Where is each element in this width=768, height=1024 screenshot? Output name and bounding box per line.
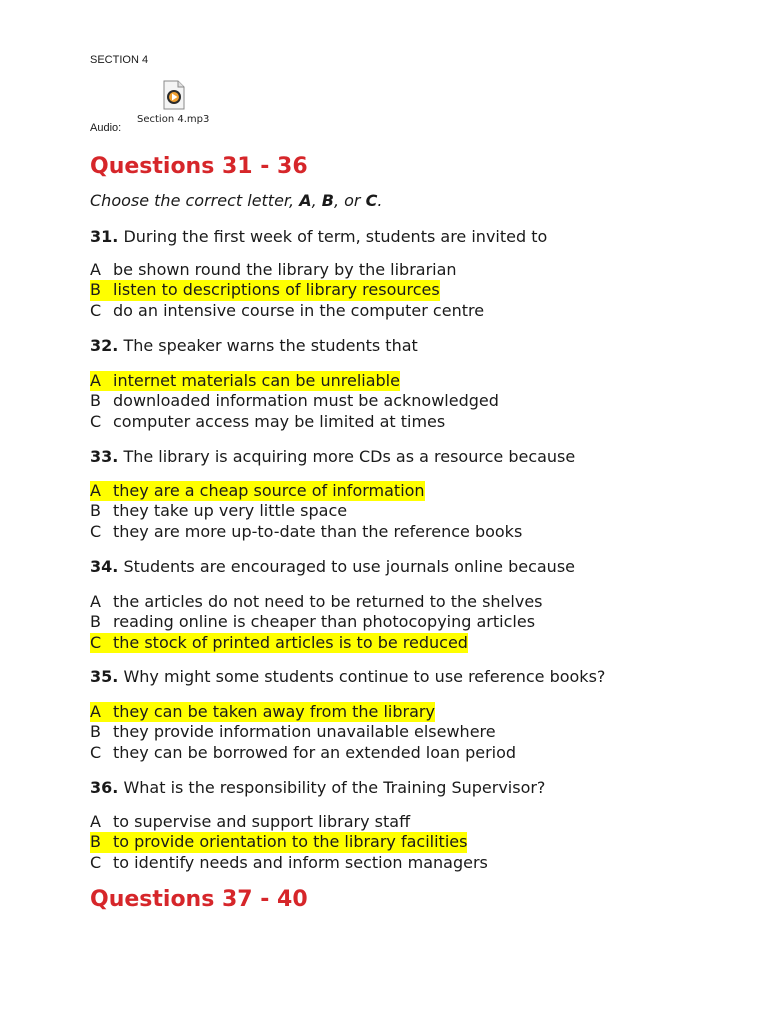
option-32-c[interactable]: C computer access may be limited at times <box>90 411 446 431</box>
question-text: What is the responsibility of the Training Supervisor? <box>123 778 546 797</box>
options-35 <box>90 702 516 763</box>
instruction-prefix: Choose the correct letter, <box>90 191 300 210</box>
question-36 <box>90 778 545 797</box>
instruction <box>90 191 382 210</box>
options-33 <box>90 481 522 542</box>
option-31-a[interactable]: A be shown round the library by the librarian <box>90 260 457 279</box>
question-number: 33. <box>90 447 119 466</box>
options-31 <box>90 260 484 321</box>
instruction-end: . <box>377 191 383 210</box>
instruction-sep2: , or <box>333 191 366 210</box>
instruction-letter-c: C <box>365 191 378 210</box>
options-36 <box>90 812 488 873</box>
question-35 <box>90 667 605 686</box>
option-33-b[interactable]: B they take up very little space <box>90 501 348 521</box>
option-33-a-selected[interactable]: A they are a cheap source of information <box>90 481 425 500</box>
question-number: 31. <box>90 227 119 246</box>
audio-file-name[interactable]: Section 4.mp3 <box>137 114 210 125</box>
section-label: SECTION 4 <box>90 54 149 66</box>
option-34-a[interactable]: A the articles do not need to be returned to the shelves <box>90 592 543 611</box>
option-32-b[interactable]: B downloaded information must be acknowledged <box>90 391 499 411</box>
option-35-c[interactable]: C they can be borrowed for an extended loan period <box>90 742 517 762</box>
questions-37-40-heading: Questions 37 - 40 <box>90 887 308 912</box>
question-text: During the first week of term, students are invited to <box>123 227 548 246</box>
question-32 <box>90 336 418 355</box>
instruction-letter-b: B <box>321 191 334 210</box>
option-31-b-selected[interactable]: B listen to descriptions of library resources <box>90 280 440 300</box>
question-number: 34. <box>90 557 119 576</box>
option-33-c[interactable]: C they are more up-to-date than the reference books <box>90 521 523 541</box>
instruction-sep1: , <box>311 191 322 210</box>
question-text: Students are encouraged to use journals online because <box>123 557 575 576</box>
option-31-c[interactable]: C do an intensive course in the computer centre <box>90 300 485 320</box>
options-34 <box>90 592 543 653</box>
option-34-b[interactable]: B reading online is cheaper than photocopying articles <box>90 612 536 632</box>
question-text: The library is acquiring more CDs as a resource because <box>123 447 576 466</box>
option-36-c[interactable]: C to identify needs and inform section managers <box>90 852 488 872</box>
question-31 <box>90 227 547 246</box>
option-34-c-selected[interactable]: C the stock of printed articles is to be reduced <box>90 632 468 652</box>
audio-label: Audio: <box>90 122 122 134</box>
question-text: Why might some students continue to use reference books? <box>123 667 606 686</box>
audio-file-icon[interactable] <box>163 80 185 110</box>
question-number: 32. <box>90 336 119 355</box>
option-35-a-selected[interactable]: A they can be taken away from the library <box>90 702 435 721</box>
option-36-a[interactable]: A to supervise and support library staff <box>90 812 411 831</box>
question-number: 36. <box>90 778 119 797</box>
question-34 <box>90 557 575 576</box>
questions-31-36-heading: Questions 31 - 36 <box>90 154 308 179</box>
option-36-b-selected[interactable]: B to provide orientation to the library facilities <box>90 832 468 852</box>
instruction-letter-a: A <box>299 191 312 210</box>
option-32-a-selected[interactable]: A internet materials can be unreliable <box>90 371 400 390</box>
question-text: The speaker warns the students that <box>123 336 418 355</box>
question-number: 35. <box>90 667 119 686</box>
question-33 <box>90 447 575 466</box>
options-32 <box>90 371 499 432</box>
option-35-b[interactable]: B they provide information unavailable elsewhere <box>90 722 496 742</box>
